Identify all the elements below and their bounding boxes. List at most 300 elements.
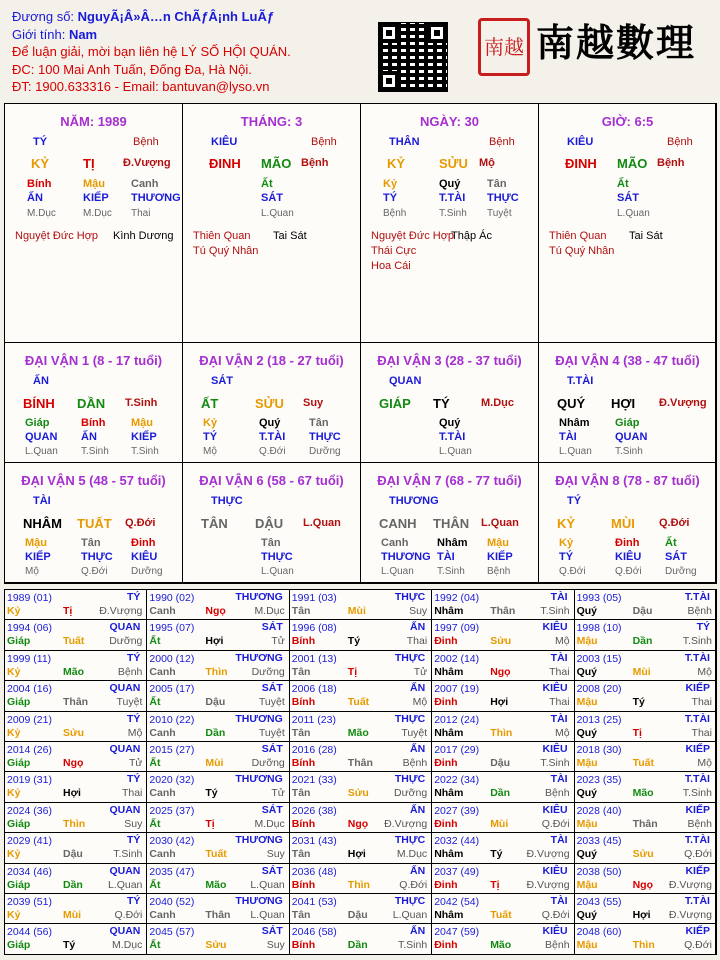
year-stem: Quý xyxy=(576,726,598,739)
year-phase: Tử xyxy=(128,757,143,769)
year-phase: Đ.Vượng xyxy=(526,848,570,861)
year-phase: T.Sinh xyxy=(398,939,428,952)
address-line: ĐC: 100 Mai Anh Tuấn, Đống Đa, Hà Nội. xyxy=(12,61,252,77)
year-branch: Tị xyxy=(632,726,642,739)
year-stem: Đinh xyxy=(434,757,458,769)
year-cell xyxy=(289,893,432,924)
year-branch: Hợi xyxy=(347,848,366,861)
life-phase: L.Quan xyxy=(617,208,650,219)
year-star: TÀI xyxy=(550,834,568,847)
year-branch: Tý xyxy=(632,696,645,709)
year-label: 2016 (28) xyxy=(291,744,337,756)
year-phase: L.Quan xyxy=(250,909,285,921)
year-branch: Thân xyxy=(632,817,658,830)
year-phase: Thai xyxy=(691,726,712,739)
ten-god: KIẾP xyxy=(131,431,157,443)
year-stem: Ất xyxy=(149,817,161,830)
chart-grid xyxy=(4,103,716,583)
year-stem: Quý xyxy=(576,605,598,617)
year-star: TÝ xyxy=(126,834,141,847)
year-cell xyxy=(289,802,432,833)
hidden-stem: Ất xyxy=(617,178,629,190)
year-label: 2039 (51) xyxy=(7,896,52,908)
year-stem: Ất xyxy=(149,878,161,891)
life-phase: M.Dục xyxy=(83,208,112,219)
year-stem: Mậu xyxy=(576,939,598,952)
year-cell xyxy=(431,863,574,894)
dai-van-phase: Q.Đới xyxy=(659,517,690,529)
dai-van-star: QUAN xyxy=(389,375,422,387)
year-label: 2032 (44) xyxy=(434,835,480,848)
phone-email-line: ĐT: 1900.633316 - Email: bantuvan@lyso.vn xyxy=(12,79,270,94)
year-stem: Kỷ xyxy=(7,787,21,800)
hidden-stem: Tân xyxy=(261,537,281,549)
year-star: TÀI xyxy=(550,651,568,664)
year-branch: Tị xyxy=(205,817,215,830)
ten-god: THỰC xyxy=(81,551,113,563)
dai-van-title: ĐẠI VẬN 7 (68 - 77 tuổi) xyxy=(377,473,522,488)
year-star: THỰC xyxy=(394,895,426,907)
year-star: SÁT xyxy=(261,743,283,755)
year-branch: Thìn xyxy=(632,939,655,952)
year-phase: Đ.Vượng xyxy=(668,909,712,921)
year-star: KIÊU xyxy=(542,803,568,816)
ten-god: TÀI xyxy=(559,431,577,443)
ten-god: SÁT xyxy=(617,192,639,204)
year-cell xyxy=(574,802,717,833)
year-label: 2043 (55) xyxy=(576,896,622,908)
year-star: THƯƠNG xyxy=(235,895,283,907)
pillar-title: NĂM: 1989 xyxy=(60,114,127,129)
red-seal: 南越 xyxy=(478,18,530,76)
year-star: THỰC xyxy=(394,651,426,664)
year-label: 1996 (08) xyxy=(291,622,337,635)
year-stem: Tân xyxy=(291,909,311,921)
year-label: 2011 (23) xyxy=(291,713,336,726)
year-branch: Thân xyxy=(490,605,516,617)
year-branch: Tuất xyxy=(63,635,85,648)
life-phase: L.Quan xyxy=(381,566,414,577)
dai-van-cell xyxy=(360,462,539,584)
dai-van-cell xyxy=(360,342,539,463)
earthly-branch: MÃO xyxy=(617,156,648,171)
year-cell xyxy=(146,650,289,681)
year-label: 1997 (09) xyxy=(434,622,480,635)
pillar-cell xyxy=(182,103,361,343)
year-stem: Nhâm xyxy=(434,726,464,739)
year-stem: Kỷ xyxy=(7,848,21,861)
hidden-stem: Quý xyxy=(439,178,461,190)
year-phase: Dưỡng xyxy=(251,665,285,678)
year-stem: Canh xyxy=(149,726,176,739)
year-branch: Sửu xyxy=(632,848,654,861)
shen-sha: Nguyệt Đức Hợp xyxy=(15,230,99,242)
year-branch: Tị xyxy=(63,605,73,617)
year-stem: Ất xyxy=(149,939,161,952)
dai-van-stem: GIÁP xyxy=(379,396,411,411)
heavenly-stem: ĐINH xyxy=(209,156,241,171)
year-phase: Suy xyxy=(266,939,285,952)
year-phase: L.Quan xyxy=(250,878,285,891)
year-branch: Ngọ xyxy=(63,757,84,769)
ten-god: KIẾP xyxy=(487,551,513,563)
year-branch: Mão xyxy=(490,939,512,952)
year-stem: Tân xyxy=(291,787,311,800)
year-branch: Dậu xyxy=(490,757,511,769)
life-phase: Dưỡng xyxy=(309,446,341,457)
year-cell xyxy=(4,619,147,650)
yearly-table xyxy=(4,589,716,955)
hidden-stem: Kỷ xyxy=(383,178,398,190)
shen-sha: Thập Ác xyxy=(451,230,492,242)
duong-so-value: NguyÃ¡Â»Â…n ChÃƒÂ¡nh LuÃƒ xyxy=(77,9,275,24)
year-label: 2037 (49) xyxy=(434,865,480,878)
year-stem: Đinh xyxy=(434,635,458,648)
year-branch: Mão xyxy=(632,787,654,800)
year-stem: Nhâm xyxy=(434,909,464,921)
year-stem: Giáp xyxy=(7,635,31,648)
year-phase: Suy xyxy=(266,848,285,861)
year-stem: Kỷ xyxy=(7,665,21,678)
year-branch: Tuất xyxy=(490,909,512,921)
shen-sha: Tú Quý Nhân xyxy=(549,245,615,257)
year-branch: Tuất xyxy=(347,696,370,709)
year-star: ẤN xyxy=(410,925,426,938)
year-phase: L.Quan xyxy=(107,878,143,891)
pillar-title: NGÀY: 30 xyxy=(420,114,479,129)
dai-van-title: ĐẠI VẬN 8 (78 - 87 tuổi) xyxy=(555,473,700,488)
year-phase: Mộ xyxy=(697,757,712,769)
top-star: TÝ xyxy=(33,136,48,148)
year-star: THỰC xyxy=(394,773,426,786)
dai-van-title: ĐẠI VẬN 6 (58 - 67 tuổi) xyxy=(199,473,344,488)
year-cell xyxy=(431,923,574,954)
dai-van-branch: TUẤT xyxy=(77,516,112,531)
dai-van-branch: SỬU xyxy=(255,396,284,411)
year-cell xyxy=(431,619,574,650)
year-stem: Mậu xyxy=(576,878,598,891)
year-cell xyxy=(4,711,147,742)
dai-van-cell xyxy=(538,462,717,584)
year-phase: Tử xyxy=(271,635,285,648)
dai-van-branch: TÝ xyxy=(433,396,450,411)
year-cell xyxy=(574,893,717,924)
year-stem: Giáp xyxy=(7,878,31,891)
life-phase: Mộ xyxy=(25,566,39,577)
year-cell xyxy=(289,619,432,650)
year-phase: Dưỡng xyxy=(251,757,285,769)
dai-van-title: ĐẠI VẬN 5 (48 - 57 tuổi) xyxy=(21,473,166,488)
hidden-stem: Giáp xyxy=(615,417,640,429)
year-phase: Bệnh xyxy=(545,939,570,952)
year-star: SÁT xyxy=(261,925,283,938)
year-label: 1990 (02) xyxy=(149,592,195,604)
year-cell xyxy=(146,711,289,742)
heavenly-stem: KỶ xyxy=(387,156,406,171)
year-cell xyxy=(431,893,574,924)
year-label: 2025 (37) xyxy=(149,804,195,817)
year-cell xyxy=(574,863,717,894)
life-phase: L.Quan xyxy=(261,566,294,577)
year-phase: Suy xyxy=(409,605,428,617)
year-branch: Thân xyxy=(347,757,373,769)
year-label: 2035 (47) xyxy=(149,865,195,878)
year-star: KIẾP xyxy=(685,803,710,816)
branch-phase: Bệnh xyxy=(301,157,329,169)
label-duong-so: Đương số: xyxy=(12,9,78,24)
year-stem: Quý xyxy=(576,665,598,678)
year-label: 2029 (41) xyxy=(7,835,52,848)
year-label: 2014 (26) xyxy=(7,744,52,756)
year-label: 2019 (31) xyxy=(7,774,52,787)
hidden-stem: Đinh xyxy=(615,537,640,549)
year-star: ẤN xyxy=(410,621,426,634)
year-label: 2027 (39) xyxy=(434,804,480,817)
ten-god: THỰC xyxy=(487,192,519,204)
year-branch: Ngọ xyxy=(347,817,369,830)
year-stem: Quý xyxy=(576,848,598,861)
year-stem: Ất xyxy=(149,635,161,648)
year-cell xyxy=(4,893,147,924)
year-stem: Đinh xyxy=(434,817,458,830)
dai-van-star: T.TÀI xyxy=(567,375,594,387)
hidden-stem: Mậu xyxy=(83,178,105,190)
year-star: THƯƠNG xyxy=(235,591,283,603)
year-label: 2031 (43) xyxy=(291,835,337,848)
ten-god: T.TÀI xyxy=(439,431,466,443)
year-stem: Giáp xyxy=(7,939,31,952)
life-phase: T.Sinh xyxy=(615,446,643,457)
year-phase: Q.Đới xyxy=(399,878,428,891)
heavenly-stem: KỶ xyxy=(31,156,50,171)
dai-van-phase: M.Dục xyxy=(481,397,514,409)
year-cell xyxy=(289,741,432,772)
year-star: KIẾP xyxy=(685,743,710,755)
year-phase: Q.Đới xyxy=(541,909,570,921)
shen-sha: Kình Dương xyxy=(113,230,174,242)
year-phase: Bệnh xyxy=(687,817,712,830)
ten-god: SÁT xyxy=(261,192,283,204)
year-phase: M.Dục xyxy=(112,939,143,952)
year-cell xyxy=(146,802,289,833)
life-phase: L.Quan xyxy=(559,446,592,457)
year-star: TÝ xyxy=(696,621,710,634)
year-stem: Mậu xyxy=(576,696,598,709)
year-label: 2026 (38) xyxy=(291,804,337,817)
year-label: 2028 (40) xyxy=(576,804,622,817)
life-phase: L.Quan xyxy=(439,446,472,457)
year-branch: Tị xyxy=(490,878,500,891)
year-stem: Đinh xyxy=(434,696,458,709)
year-branch: Mùi xyxy=(632,665,651,678)
year-stem: Kỷ xyxy=(7,909,21,921)
year-star: T.TÀI xyxy=(684,651,710,664)
year-cell xyxy=(289,650,432,681)
dai-van-stem: CANH xyxy=(379,516,417,531)
year-star: QUAN xyxy=(109,803,141,816)
year-branch: Dậu xyxy=(205,696,226,709)
year-cell xyxy=(289,680,432,711)
year-cell xyxy=(574,650,717,681)
year-cell xyxy=(4,802,147,833)
hidden-stem: Nhâm xyxy=(437,537,468,549)
year-branch: Thìn xyxy=(347,878,370,891)
year-branch: Sửu xyxy=(490,635,512,648)
year-phase: Tuyệt xyxy=(401,726,428,739)
year-cell xyxy=(574,741,717,772)
year-phase: Bệnh xyxy=(402,757,428,769)
year-label: 1998 (10) xyxy=(576,622,622,635)
year-cell xyxy=(4,832,147,863)
year-star: QUAN xyxy=(109,925,141,938)
year-star: T.TÀI xyxy=(684,773,710,786)
year-label: 2041 (53) xyxy=(291,896,337,908)
year-label: 2036 (48) xyxy=(291,865,337,878)
year-cell xyxy=(289,711,432,742)
year-label: 2009 (21) xyxy=(7,713,52,726)
year-branch: Mùi xyxy=(205,757,224,769)
hidden-stem: Tân xyxy=(81,537,101,549)
year-stem: Giáp xyxy=(7,757,31,769)
life-phase: Q.Đới xyxy=(259,446,286,457)
year-label: 2017 (29) xyxy=(434,744,480,756)
year-stem: Canh xyxy=(149,848,176,861)
year-cell xyxy=(574,711,717,742)
year-branch: Dần xyxy=(632,635,653,648)
year-phase: T.Sinh xyxy=(682,787,712,800)
dai-van-branch: HỢI xyxy=(611,396,636,411)
life-phase: T.Sinh xyxy=(437,566,465,577)
year-star: T.TÀI xyxy=(684,895,710,907)
year-phase: Q.Đới xyxy=(684,939,712,952)
ten-god: KIÊU xyxy=(131,551,158,563)
year-branch: Hợi xyxy=(490,696,509,709)
earthly-branch: MÃO xyxy=(261,156,292,171)
year-label: 2007 (19) xyxy=(434,683,480,696)
year-stem: Kỷ xyxy=(7,726,21,739)
year-stem: Tân xyxy=(291,726,311,739)
year-phase: Bệnh xyxy=(117,665,143,678)
year-label: 2005 (17) xyxy=(149,683,195,696)
dai-van-cell xyxy=(538,342,717,463)
hidden-stem: Ất xyxy=(261,178,273,190)
year-stem: Giáp xyxy=(7,817,31,830)
year-stem: Ất xyxy=(149,757,161,769)
year-star: TÝ xyxy=(126,773,141,786)
year-star: KIÊU xyxy=(542,925,568,938)
year-stem: Canh xyxy=(149,909,176,921)
year-cell xyxy=(289,832,432,863)
year-star: KIẾP xyxy=(685,864,710,877)
shen-sha: Hoa Cái xyxy=(371,260,411,272)
life-phase: T.Sinh xyxy=(81,446,109,457)
year-cell xyxy=(4,923,147,954)
year-stem: Tân xyxy=(291,605,311,617)
year-star: SÁT xyxy=(261,864,283,877)
year-label: 2003 (15) xyxy=(576,652,622,665)
year-branch: Ngọ xyxy=(205,605,226,617)
year-phase: Dưỡng xyxy=(109,635,143,648)
year-stem: Ất xyxy=(149,696,161,709)
year-stem: Bính xyxy=(291,817,316,830)
year-branch: Ngọ xyxy=(490,665,511,678)
year-branch: Tuất xyxy=(632,757,654,769)
brand-logo: 南越數理 xyxy=(536,20,697,65)
year-branch: Hợi xyxy=(632,909,651,921)
year-branch: Tị xyxy=(347,665,358,678)
year-label: 2006 (18) xyxy=(291,683,337,696)
pillar-title: GIỜ: 6:5 xyxy=(601,114,654,129)
dai-van-phase: L.Quan xyxy=(481,517,519,529)
hidden-stem: Kỷ xyxy=(559,537,574,549)
year-branch: Dậu xyxy=(347,909,368,921)
year-phase: Mộ xyxy=(412,696,428,709)
year-stem: Mậu xyxy=(576,817,598,830)
year-cell xyxy=(146,893,289,924)
ten-god: TÝ xyxy=(383,192,398,204)
year-cell xyxy=(4,680,147,711)
year-label: 2018 (30) xyxy=(576,744,622,756)
dai-van-branch: MÙI xyxy=(611,516,635,531)
year-phase: Đ.Vượng xyxy=(668,878,712,891)
shen-sha: Tú Quý Nhân xyxy=(193,245,259,257)
hidden-stem: Nhâm xyxy=(559,417,590,429)
year-branch: Thìn xyxy=(205,665,228,678)
year-phase: Thai xyxy=(121,787,143,800)
year-star: T.TÀI xyxy=(684,712,710,725)
year-stem: Kỷ xyxy=(7,605,21,617)
year-cell xyxy=(146,863,289,894)
year-stem: Quý xyxy=(576,787,598,800)
dai-van-stem: NHÂM xyxy=(23,516,62,531)
year-label: 2030 (42) xyxy=(149,835,195,848)
year-branch: Tý xyxy=(205,787,218,800)
ten-god: KIÊU xyxy=(615,551,642,563)
year-branch: Tuất xyxy=(205,848,227,861)
dai-van-star: TÝ xyxy=(567,495,582,507)
year-label: 1991 (03) xyxy=(291,592,337,604)
year-cell xyxy=(574,771,717,802)
year-branch: Tý xyxy=(63,939,76,952)
ten-god: THƯƠNG xyxy=(131,192,181,204)
hidden-stem: Canh xyxy=(131,178,159,190)
life-phase: Tuyệt xyxy=(487,208,512,219)
year-label: 2044 (56) xyxy=(7,926,52,939)
year-stem: Bính xyxy=(291,878,316,891)
year-phase: Bệnh xyxy=(545,787,570,800)
shen-sha: Thiên Quan xyxy=(549,230,607,242)
dai-van-branch: DẦN xyxy=(77,396,106,411)
year-phase: Thai xyxy=(549,696,570,709)
year-branch: Dậu xyxy=(63,848,83,861)
year-cell xyxy=(289,923,432,954)
year-label: 2046 (58) xyxy=(291,926,337,939)
year-phase: Đ.Vượng xyxy=(99,605,143,617)
top-phase: Bệnh xyxy=(311,136,337,148)
year-branch: Ngọ xyxy=(632,878,654,891)
dai-van-title: ĐẠI VẬN 1 (8 - 17 tuổi) xyxy=(24,353,163,368)
life-phase: L.Quan xyxy=(261,208,294,219)
year-label: 2002 (14) xyxy=(434,652,480,665)
year-label: 2000 (12) xyxy=(149,652,195,665)
year-cell xyxy=(4,863,147,894)
ten-god: ẤN xyxy=(27,192,43,204)
year-label: 2020 (32) xyxy=(149,774,195,787)
year-branch: Thân xyxy=(205,909,231,921)
life-phase: L.Quan xyxy=(25,446,58,457)
dai-van-stem: KỶ xyxy=(557,516,576,531)
life-phase: Thai xyxy=(131,208,151,219)
